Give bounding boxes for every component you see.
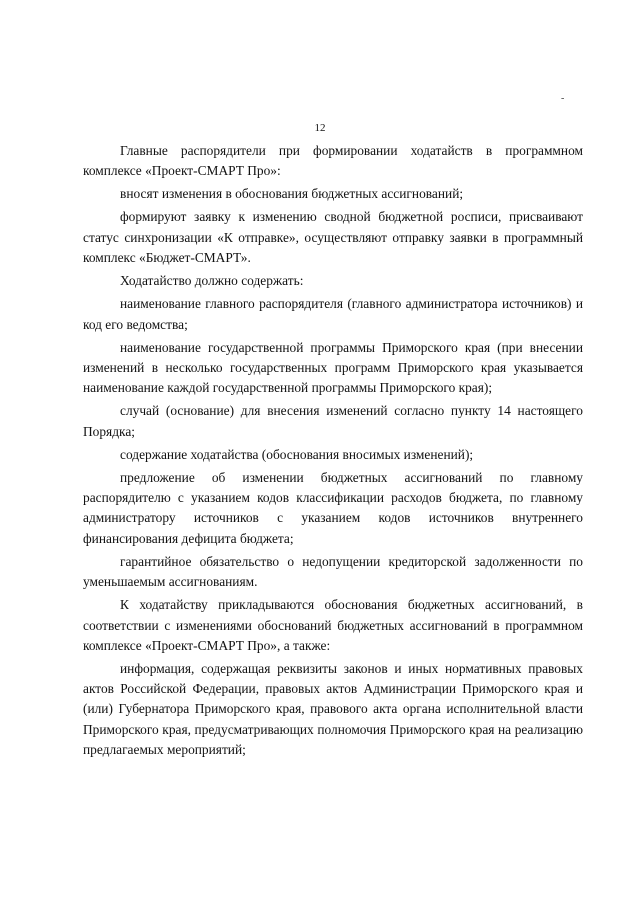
paragraph: информация, содержащая реквизиты законов и иных нормативных правовых актов Российской Федерации, правовых актов Администрации Приморского края и (или) Губернатора Приморского края, правового акта органа исполнительной власти Приморского края, предусматривающих полномочия Приморского края на реализацию предлагаемых мероприятий; [83,660,583,758]
paragraph: наименование государственной программы Приморского края (при внесении изменений в несколько государственных программ Приморского края указывается наименование каждой государственной программы Приморского края); [83,339,583,396]
paragraph: К ходатайству прикладываются обоснования бюджетных ассигнований, в соответствии с изменениями обоснований бюджетных ассигнований в программном комплексе «Проект-СМАРТ Про», а также: [83,597,583,653]
page-number: 12 [314,122,326,134]
paragraph: содержание ходатайства (обоснования вносимых изменений); [120,446,474,462]
corner-mark: - [561,93,565,104]
paragraph: Ходатайство должно содержать: [120,273,304,289]
paragraph: формируют заявку к изменению сводной бюджетной росписи, присваивают статус синхронизации «К отправке», осуществляют отправку заявки в программный комплекс «Бюджет-СМАРТ». [83,209,583,266]
paragraph: случай (основание) для внесения изменений согласно пункту 14 настоящего Порядка; [83,403,583,439]
paragraph: гарантийное обязательство о недопущении кредиторской задолженности по уменьшаемым ассигнованиям. [83,553,583,590]
paragraph: предложение об изменении бюджетных ассигнований по главному распорядителю с указанием кодов классификации расходов бюджета, по главному администратору источников с указанием кодов источников внутреннего финансирования дефицита бюджета; [83,469,583,546]
document-body [83,141,583,763]
paragraph: Главные распорядители при формировании ходатайств в программном комплексе «Проект-СМАРТ Про»: [83,143,583,179]
paragraph: наименование главного распорядителя (главного администратора источников) и код его ведомства; [83,296,583,332]
paragraph: вносят изменения в обоснования бюджетных ассигнований; [120,186,464,202]
